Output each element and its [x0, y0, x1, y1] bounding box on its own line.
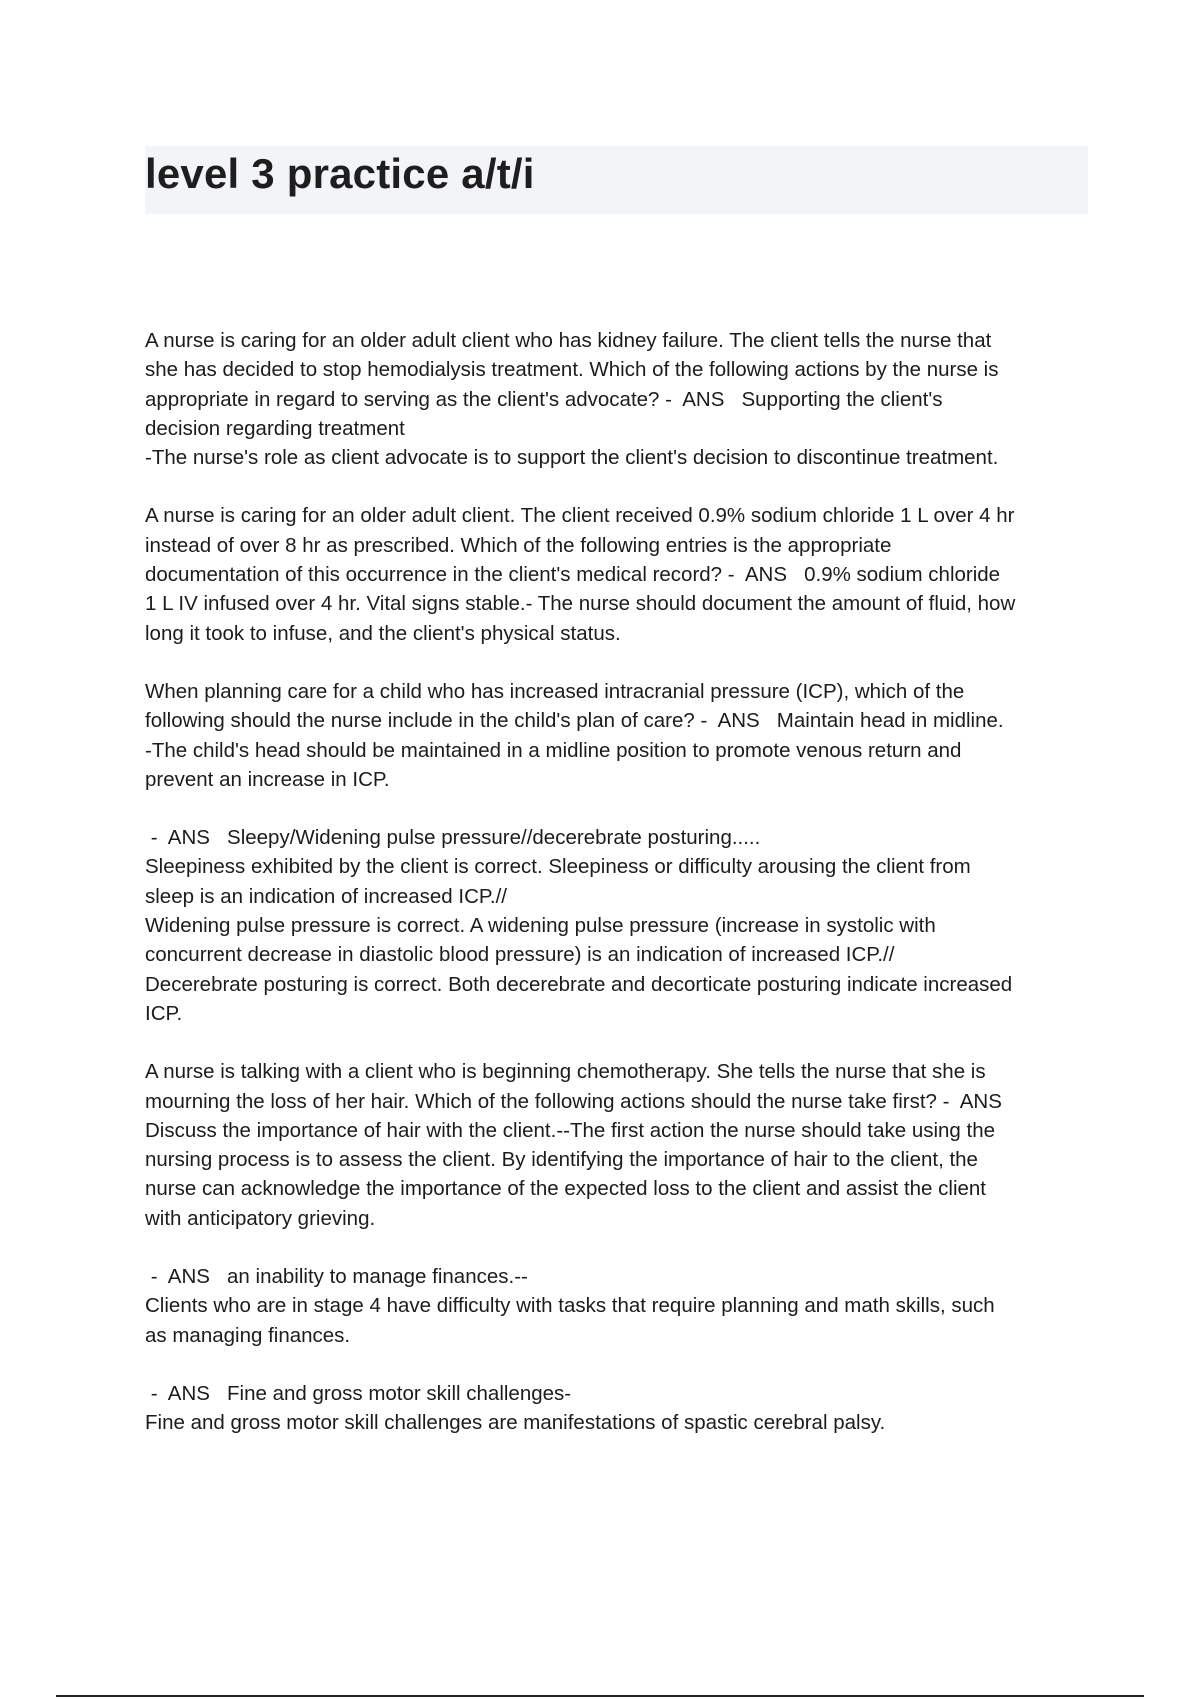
text-line: -The nurse's role as client advocate is to support the client's decision to discontinue treatment.: [145, 446, 999, 470]
text-line: appropriate in regard to serving as the client's advocate? - ANS Supporting the client's: [145, 387, 943, 411]
text-line: - ANS Fine and gross motor skill challenges-: [145, 1381, 572, 1405]
document-body: [145, 326, 1095, 1467]
text-line: with anticipatory grieving.: [145, 1206, 376, 1230]
title-banner: [145, 146, 1088, 214]
text-line: concurrent decrease in diastolic blood pressure) is an indication of increased ICP.//: [145, 943, 895, 967]
text-line: Clients who are in stage 4 have difficulty with tasks that require planning and math skills, such: [145, 1294, 995, 1318]
text-line: ICP.: [145, 1001, 183, 1025]
text-line: Sleepiness exhibited by the client is correct. Sleepiness or difficulty arousing the client from: [145, 855, 971, 879]
text-line: sleep is an indication of increased ICP.//: [145, 884, 508, 908]
text-line: 1 L IV infused over 4 hr. Vital signs stable.- The nurse should document the amount of fluid, how: [145, 592, 1016, 616]
qa-block: [145, 1057, 1095, 1233]
text-line: A nurse is caring for an older adult client who has kidney failure. The client tells the nurse that: [145, 329, 992, 352]
text-line: mourning the loss of her hair. Which of the following actions should the nurse take first? - ANS: [145, 1089, 1002, 1113]
qa-block: [145, 823, 1095, 1028]
text-line: When planning care for a child who has increased intracranial pressure (ICP), which of the: [145, 679, 965, 703]
text-line: Decerebrate posturing is correct. Both decerebrate and decorticate posturing indicate increased: [145, 972, 1013, 996]
text-line: instead of over 8 hr as prescribed. Which of the following entries is the appropriate: [145, 533, 892, 557]
text-line: following should the nurse include in the child's plan of care? - ANS Maintain head in midline.: [145, 709, 1004, 733]
text-line: prevent an increase in ICP.: [145, 767, 390, 791]
text-line: Fine and gross motor skill challenges are manifestations of spastic cerebral palsy.: [145, 1411, 886, 1435]
text-line: A nurse is talking with a client who is beginning chemotherapy. She tells the nurse that she is: [145, 1060, 986, 1084]
text-line: nurse can acknowledge the importance of the expected loss to the client and assist the client: [145, 1177, 987, 1201]
qa-block: [145, 1379, 1095, 1438]
footer-divider: [56, 1695, 1144, 1697]
text-line: as managing finances.: [145, 1323, 351, 1347]
text-line: she has decided to stop hemodialysis treatment. Which of the following actions by the nurse is: [145, 358, 999, 382]
document-title: level 3 practice a/t/i: [145, 150, 535, 197]
qa-block: [145, 501, 1095, 647]
text-line: decision regarding treatment: [145, 416, 405, 440]
text-line: A nurse is caring for an older adult client. The client received 0.9% sodium chloride 1 L over 4 hr: [145, 504, 1015, 528]
text-line: - ANS Sleepy/Widening pulse pressure//decerebrate posturing.....: [145, 826, 761, 850]
text-line: documentation of this occurrence in the client's medical record? - ANS 0.9% sodium chloride: [145, 563, 1001, 587]
qa-block: [145, 677, 1095, 794]
qa-block: [145, 1262, 1095, 1350]
text-line: long it took to infuse, and the client's physical status.: [145, 621, 621, 645]
text-line: - ANS an inability to manage finances.--: [145, 1265, 528, 1289]
text-line: Discuss the importance of hair with the client.--The first action the nurse should take using the: [145, 1118, 996, 1142]
text-line: nursing process is to assess the client. By identifying the importance of hair to the client, the: [145, 1148, 978, 1172]
text-line: -The child's head should be maintained in a midline position to promote venous return and: [145, 738, 962, 762]
qa-block: [145, 326, 1095, 472]
text-line: Widening pulse pressure is correct. A widening pulse pressure (increase in systolic with: [145, 914, 936, 938]
